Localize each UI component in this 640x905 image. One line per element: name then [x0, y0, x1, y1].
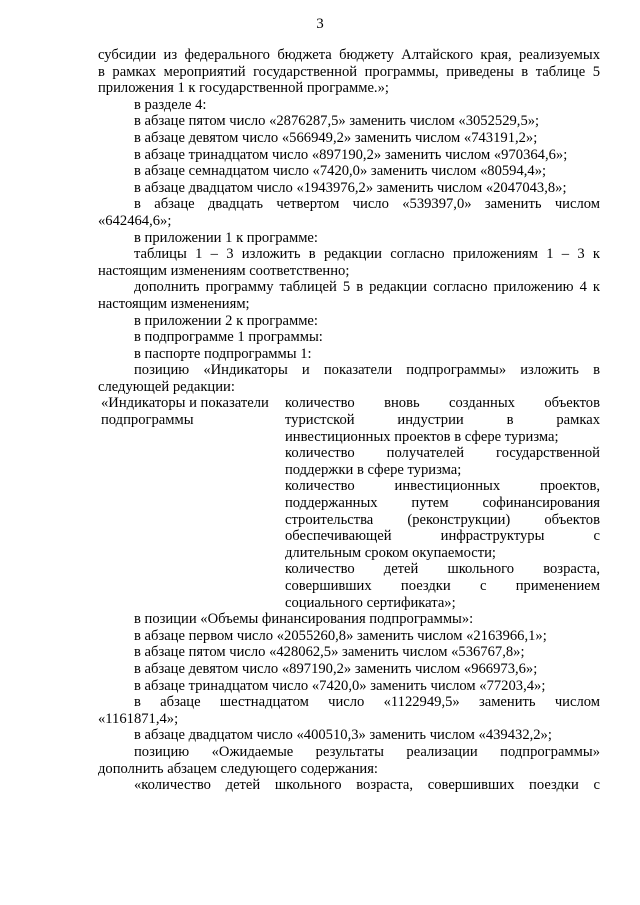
financing-item: в абзаце тринадцатом число «7420,0» заменить числом «77203,4»;: [134, 677, 546, 694]
section4-item-last-2: «642464,6»;: [98, 212, 172, 229]
appendix1-tables-2: настоящим изменениям соответственно;: [98, 262, 350, 279]
indicator-line: количество детей школьного возраста,: [285, 561, 600, 578]
position-line-1: позицию «Индикаторы и показатели подпрограммы» изложить в: [134, 362, 600, 379]
last-line: «количество детей школьного возраста, совершивших поездки с: [134, 777, 600, 794]
financing-header: в позиции «Объемы финансирования подпрограммы»:: [134, 611, 474, 628]
indicator-line: поддержки в сфере туризма;: [285, 461, 462, 478]
section4-item: в абзаце семнадцатом число «7420,0» заменить числом «80594,4»;: [134, 163, 547, 180]
indicator-line: строительства (реконструкции) объектов: [285, 511, 600, 528]
intro-line-2: в рамках мероприятий государственной программы, приведены в таблице 5: [98, 63, 600, 80]
section4-item: в абзаце тринадцатом число «897190,2» заменить числом «970364,6»;: [134, 146, 568, 163]
appendix1-tables-1: таблицы 1 – 3 изложить в редакции согласно приложениям 1 – 3 к: [134, 246, 600, 263]
page-number: 3: [316, 16, 324, 32]
appendix1-add-1: дополнить программу таблицей 5 в редакции согласно приложению 4 к: [134, 279, 600, 296]
appendix1-add-2: настоящим изменениям;: [98, 295, 250, 312]
appendix1-header: в приложении 1 к программе:: [134, 229, 318, 246]
indicator-line: количество инвестиционных проектов,: [285, 478, 600, 495]
intro-line-1: субсидии из федерального бюджета бюджету Алтайского края, реализуемых: [98, 47, 600, 63]
indicator-line: туристской индустрии в рамках: [285, 412, 600, 429]
indicator-line: количество получателей государственной: [285, 445, 600, 462]
indicators-table: [98, 395, 600, 611]
indicator-line: количество вновь созданных объектов: [285, 395, 600, 412]
section4-header: в разделе 4:: [134, 96, 207, 113]
indicator-line: инвестиционных проектов в сфере туризма;: [285, 428, 559, 445]
financing-item: в абзаце первом число «2055260,8» заменить числом «2163966,1»;: [134, 627, 547, 644]
indicator-line: обеспечивающей инфраструктуры с: [285, 528, 600, 545]
section4-item: в абзаце двадцатом число «1943976,2» заменить числом «2047043,8»;: [134, 179, 567, 196]
section4-item: в абзаце пятом число «2876287,5» заменить числом «3052529,5»;: [134, 113, 540, 130]
expected-line-1: позицию «Ожидаемые результаты реализации подпрограммы»: [134, 743, 600, 760]
financing-item: в абзаце девятом число «897190,2» заменить числом «966973,6»;: [134, 660, 538, 677]
indicator-line: совершивших поездки с применением: [285, 578, 600, 594]
indicators-label-line-1: «Индикаторы и показатели: [101, 395, 269, 412]
expected-line-2: дополнить абзацем следующего содержания:: [98, 760, 378, 777]
indicator-line: длительным сроком окупаемости;: [285, 544, 496, 561]
indicators-values: [285, 395, 600, 611]
financing-item: в абзаце пятом число «428062,5» заменить числом «536767,8»;: [134, 644, 525, 661]
financing-20: в абзаце двадцатом число «400510,3» заменить числом «439432,2»;: [134, 727, 552, 744]
document-body: [98, 47, 600, 794]
indicators-label-line-2: подпрограммы: [101, 412, 194, 429]
indicator-line: социального сертификата»;: [285, 594, 456, 611]
financing-16-line-1: в абзаце шестнадцатом число «1122949,5» заменить числом: [134, 694, 600, 711]
subprogram-header: в подпрограмме 1 программы:: [134, 329, 323, 346]
indicator-line: поддержанных путем софинансирования: [285, 495, 600, 512]
section4-item-last-1: в абзаце двадцать четвертом число «539397,0» заменить числом: [134, 196, 600, 213]
passport-header: в паспорте подпрограммы 1:: [134, 345, 312, 362]
indicators-label: [98, 395, 285, 611]
financing-16-line-2: «1161871,4»;: [98, 710, 179, 727]
intro-line-3: приложения 1 к государственной программе.»;: [98, 80, 389, 97]
section4-item: в абзаце девятом число «566949,2» заменить числом «743191,2»;: [134, 129, 538, 146]
appendix2-header: в приложении 2 к программе:: [134, 312, 318, 329]
position-line-2: следующей редакции:: [98, 378, 235, 395]
